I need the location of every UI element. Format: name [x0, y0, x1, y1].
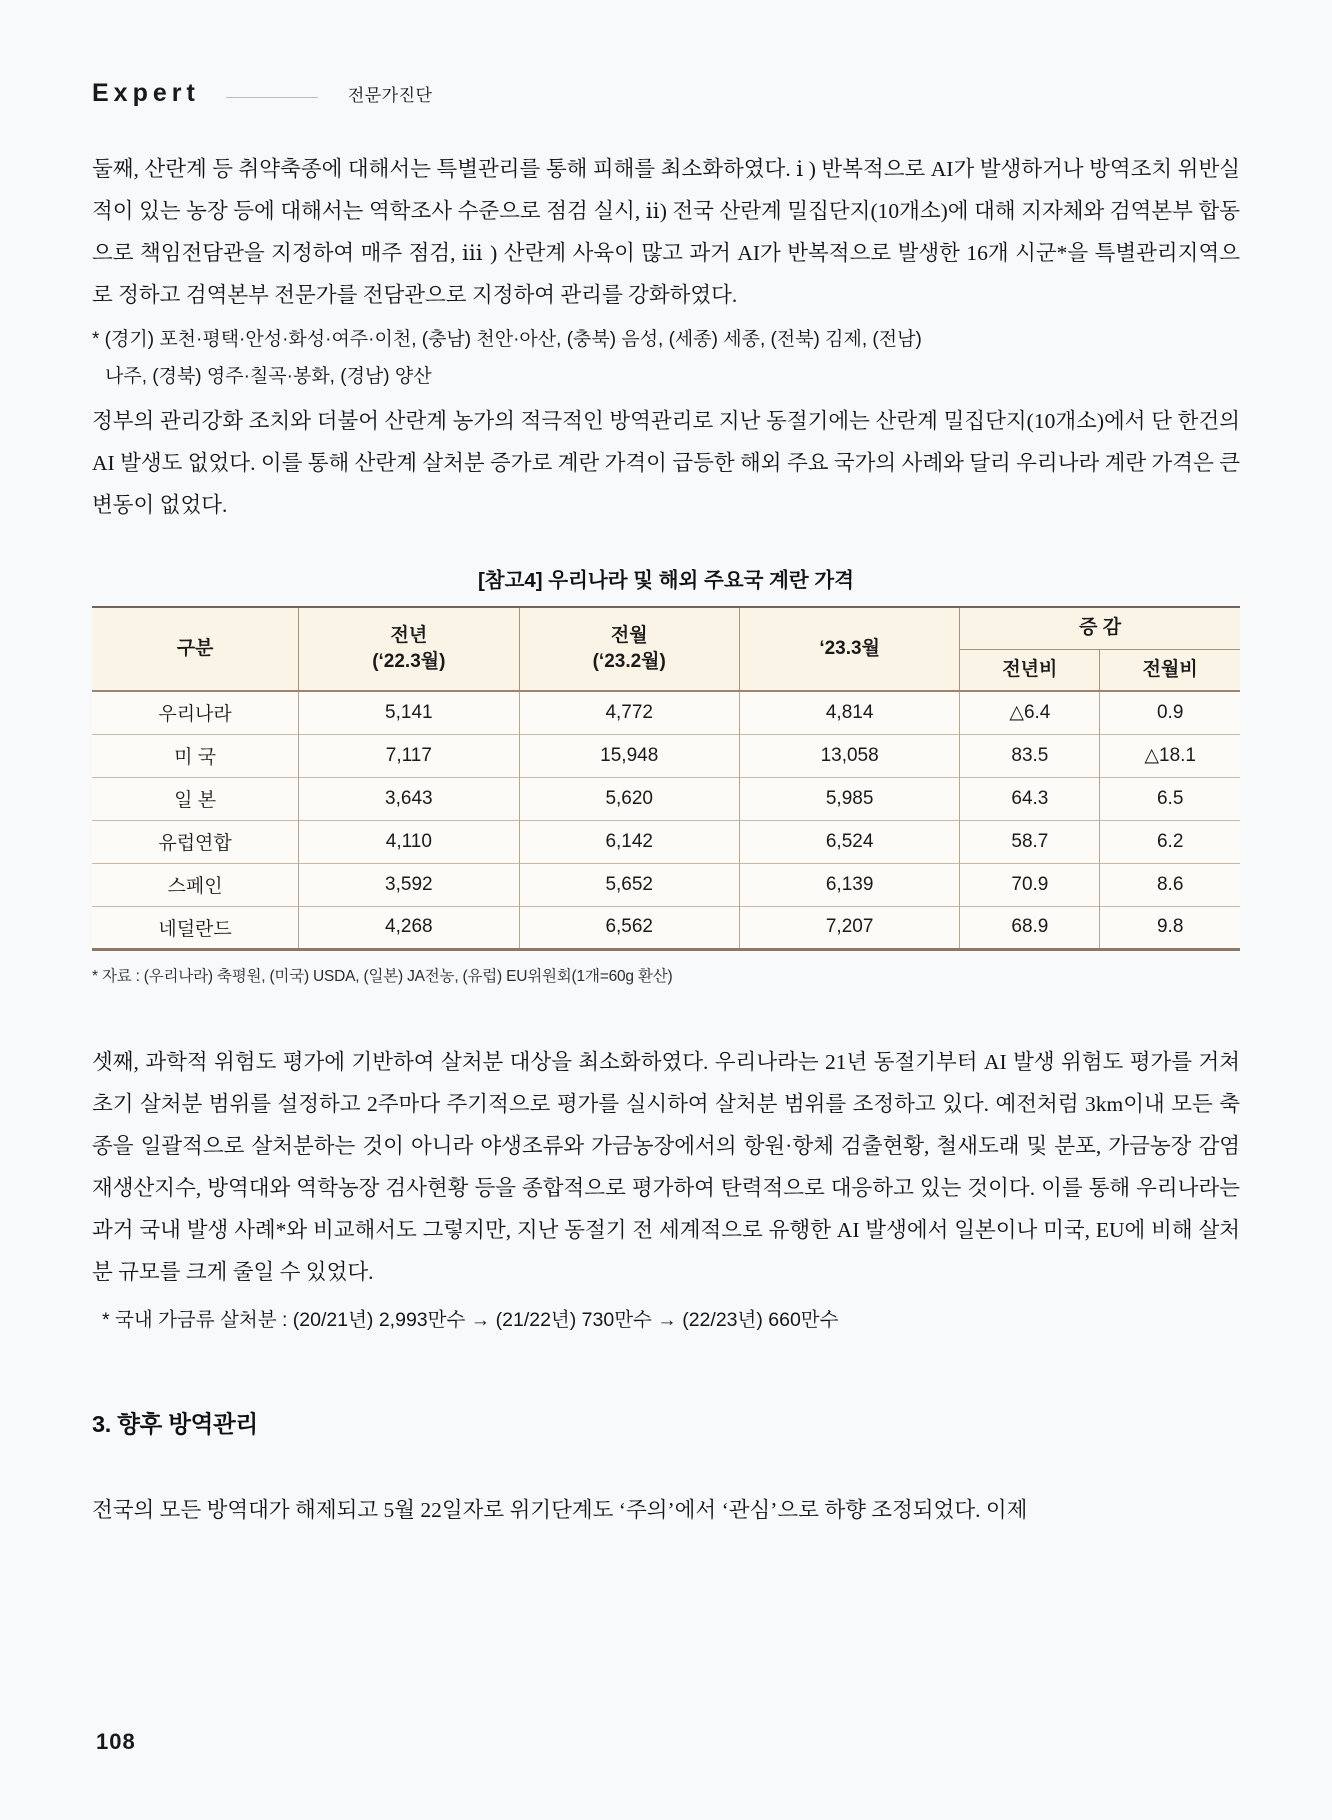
cell-current: 13,058	[739, 734, 959, 777]
cell-change-yoy: 70.9	[960, 863, 1100, 906]
cell-prev-month: 15,948	[519, 734, 739, 777]
paragraph-risk-assessment: 셋째, 과학적 위험도 평가에 기반하여 살처분 대상을 최소화하였다. 우리나라는 21년 동절기부터 AI 발생 위험도 평가를 거쳐 초기 살처분 범위를 설정하고 2주마다 주기적으로 평가를 실시하여 살처분 범위를 조정하고 있다. 예전처럼 3km이내 모든 축종을 일괄적으로 살처분하는 것이 아니라 야생조류와 가금농장에서의 항원·항체 검출현황, 철새도래 및 분포, 가금농장 감염 재생산지수, 방역대와 역학농장 검사현황 등을 종합적으로 평가하여 탄력적으로 대응하고 있는 것이다. 이를 통해 우리나라는 과거 국내 발생 사례*와 비교해서도 그렇지만, 지난 동절기 전 세계적으로 유행한 AI 발생에서 일본이나 미국, EU에 비해 살처분 규모를 크게 줄일 수 있었다.	[92, 1049, 1240, 1284]
cell-prev-month: 6,562	[519, 906, 739, 949]
table-row-eu	[92, 820, 1240, 863]
col-header-prev-month	[519, 607, 739, 691]
cell-country: 네덜란드	[92, 906, 299, 949]
paragraph-special-management: 둘째, 산란계 등 취약축종에 대해서는 특별관리를 통해 피해를 최소화하였다. ⅰ ) 반복적으로 AI가 발생하거나 방역조치 위반실적이 있는 농장 등에 대해서는 역학조사 수준으로 점검 실시, ⅱ) 전국 산란계 밀집단지(10개소)에 대해 지자체와 검역본부 합동으로 책임전담관을 지정하여 매주 점검, ⅲ ) 산란계 사육이 많고 과거 AI가 반복적으로 발생한 16개 시군*을 특별관리지역으로 정하고 검역본부 전문가를 전담관으로 지정하여 관리를 강화하였다.	[92, 157, 1240, 307]
header-rule	[226, 97, 318, 98]
cell-prev-month: 5,652	[519, 863, 739, 906]
paragraph-egg-price-stability: 정부의 관리강화 조치와 더불어 산란계 농가의 적극적인 방역관리로 지난 동절기에는 산란계 밀집단지(10개소)에서 단 한건의 AI 발생도 없었다. 이를 통해 산란계 살처분 증가로 계란 가격이 급등한 해외 주요 국가의 사례와 달리 우리나라 계란 가격은 큰 변동이 없었다.	[92, 409, 1240, 517]
cell-current: 7,207	[739, 906, 959, 949]
table-row-usa	[92, 734, 1240, 777]
cell-prev-year: 3,643	[299, 777, 519, 820]
table-source-note: * 자료 : (우리나라) 축평원, (미국) USDA, (일본) JA전농, (유럽) EU위원회(1개=60g 환산)	[92, 967, 673, 985]
col-header-prev-year-line1: 전년	[390, 625, 428, 646]
col-header-gubun-label: 구분	[176, 638, 214, 659]
col-header-change-yoy-label: 전년비	[1002, 658, 1058, 680]
table-row-netherlands	[92, 906, 1240, 949]
cell-change-yoy: 64.3	[960, 777, 1100, 820]
col-header-change-yoy	[960, 649, 1100, 691]
col-header-prev-year	[299, 607, 519, 691]
table-row-japan	[92, 777, 1240, 820]
cell-current: 6,139	[739, 863, 959, 906]
footnote-regions-line1: * (경기) 포천·평택·안성·화성·여주·이천, (충남) 천안·아산, (충북) 음성, (세종) 세종, (전북) 김제, (전남)	[92, 329, 922, 350]
cell-country: 스페인	[92, 863, 299, 906]
cell-prev-year: 3,592	[299, 863, 519, 906]
cell-change-mom: 6.2	[1100, 820, 1240, 863]
page-number: 108	[96, 1729, 136, 1754]
egg-price-table	[92, 606, 1240, 951]
cell-current: 5,985	[739, 777, 959, 820]
section-heading: 3. 향후 방역관리	[92, 1410, 258, 1437]
col-header-change-mom	[1100, 649, 1240, 691]
table-title: [참고4] 우리나라 및 해외 주요국 계란 가격	[477, 569, 855, 592]
running-header	[92, 78, 1240, 108]
footnote-culling-figures: * 국내 가금류 살처분 : (20/21년) 2,993만수 → (21/22년) 730만수 → (22/23년) 660만수	[102, 1308, 839, 1331]
col-header-current-month	[739, 607, 959, 691]
cell-change-mom: 8.6	[1100, 863, 1240, 906]
cell-country: 미 국	[92, 734, 299, 777]
section-label: 전문가진단	[347, 85, 433, 105]
cell-current: 4,814	[739, 691, 959, 734]
cell-prev-year: 5,141	[299, 691, 519, 734]
cell-change-mom: △18.1	[1100, 734, 1240, 777]
table-header-row-1	[92, 607, 1240, 649]
cell-change-yoy: 83.5	[960, 734, 1100, 777]
cell-prev-year: 7,117	[299, 734, 519, 777]
col-header-change-label: 증 감	[1079, 617, 1122, 639]
cell-prev-month: 6,142	[519, 820, 739, 863]
cell-change-mom: 0.9	[1100, 691, 1240, 734]
col-header-change	[960, 607, 1240, 649]
cell-change-mom: 9.8	[1100, 906, 1240, 949]
col-header-prev-year-line2: (‘22.3월)	[372, 651, 446, 672]
col-header-current-month-label: ‘23.3월	[819, 638, 880, 659]
cell-prev-year: 4,268	[299, 906, 519, 949]
cell-country: 우리나라	[92, 691, 299, 734]
cell-change-yoy: 68.9	[960, 906, 1100, 949]
magazine-logo: Expert	[92, 78, 200, 107]
col-header-change-mom-label: 전월비	[1142, 658, 1198, 680]
table-row-korea	[92, 691, 1240, 734]
cell-country: 일 본	[92, 777, 299, 820]
col-header-prev-month-line1: 전월	[610, 625, 648, 646]
cell-prev-month: 5,620	[519, 777, 739, 820]
paragraph-future-management: 전국의 모든 방역대가 해제되고 5월 22일자로 위기단계도 ‘주의’에서 ‘관심’으로 하향 조정되었다. 이제	[92, 1497, 1028, 1522]
cell-change-yoy: 58.7	[960, 820, 1100, 863]
cell-change-mom: 6.5	[1100, 777, 1240, 820]
cell-prev-year: 4,110	[299, 820, 519, 863]
cell-change-yoy: △6.4	[960, 691, 1100, 734]
table-row-spain	[92, 863, 1240, 906]
footnote-regions	[92, 321, 1240, 395]
cell-country: 유럽연합	[92, 820, 299, 863]
cell-prev-month: 4,772	[519, 691, 739, 734]
cell-current: 6,524	[739, 820, 959, 863]
col-header-prev-month-line2: (‘23.2월)	[592, 651, 666, 672]
col-header-gubun	[92, 607, 299, 691]
footnote-regions-line2: 나주, (경북) 영주·칠곡·봉화, (경남) 양산	[105, 366, 432, 387]
